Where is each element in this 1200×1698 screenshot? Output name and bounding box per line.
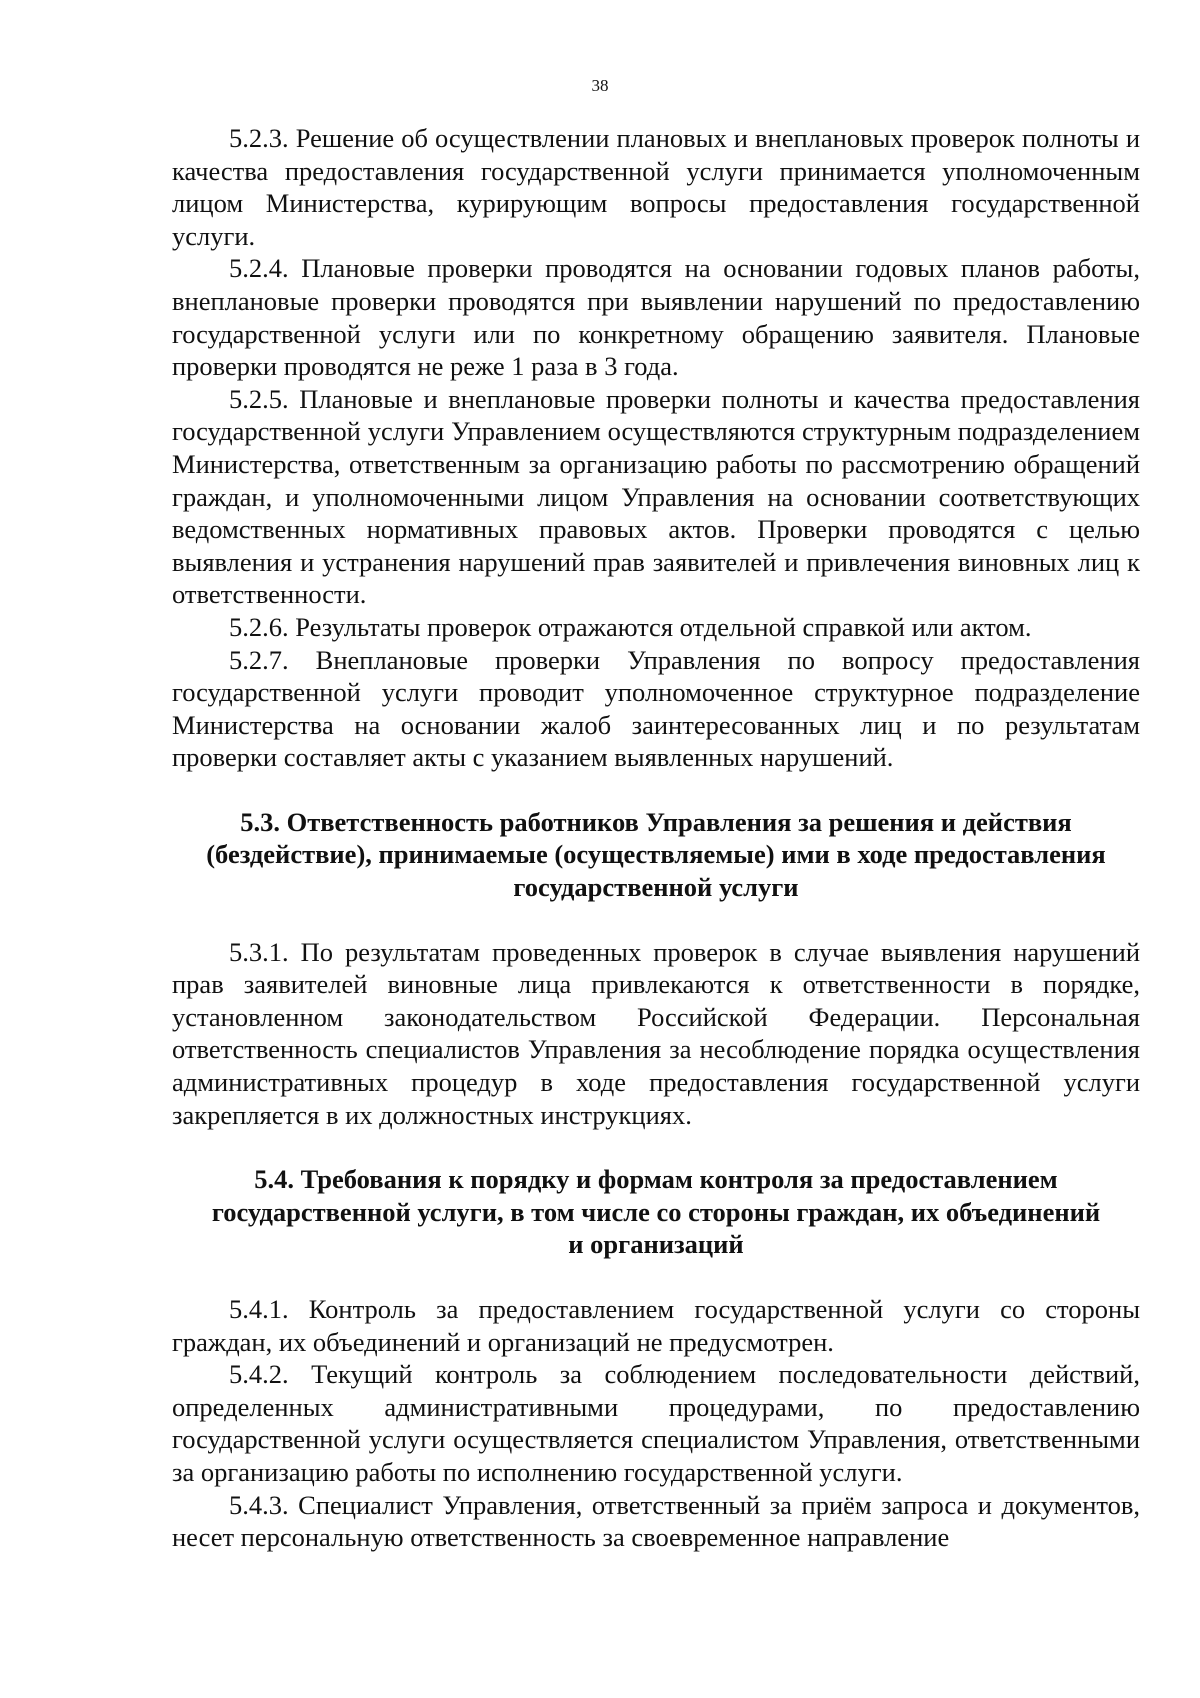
paragraph-5-2-7: 5.2.7. Внеплановые проверки Управления по вопросу предоставления государственной услуги проводит уполномоченное структурное подразделение Министерства на основании жалоб заинтересованных лиц и по результатам проверки составляет акты с указанием выявленных нарушений. [172,644,1140,773]
section-heading-5-4 [172,1163,1140,1261]
paragraph-5-3-1: 5.3.1. По результатам проведенных проверок в случае выявления нарушений прав заявителей виновные лица привлекаются к ответственности в порядке, установленном законодательством Российской Федерации. Персональная ответственность специалистов Управления за несоблюдение порядка осуществления административных процедур в ходе предоставления государственной услуги закрепляется в их должностных инструкциях. [172,936,1140,1130]
heading-line: государственной услуги [513,872,799,903]
heading-line: (бездействие), принимаемые (осуществляемые) ими в ходе предоставления [206,839,1106,870]
paragraph-5-4-2: 5.4.2. Текущий контроль за соблюдением последовательности действий, определенных административными процедурами, по предоставлению государственной услуги осуществляется специалистом Управления, ответственными за организацию работы по исполнению государственной услуги. [172,1359,1140,1487]
heading-line: государственной услуги, в том числе со стороны граждан, их объединений [211,1196,1101,1227]
document-body [172,122,1140,1554]
paragraph-5-2-5: 5.2.5. Плановые и внеплановые проверки полноты и качества предоставления государственной услуги Управлением осуществляются структурным подразделением Министерства, ответственным за организацию работы по рассмотрению обращений граждан, и уполномоченными лицом Управления на основании соответствующих ведомственных нормативных правовых актов. Проверки проводятся с целью выявления и устранения нарушений прав заявителей и привлечения виновных лиц к ответственности. [172,383,1140,610]
paragraph-5-4-1: 5.4.1. Контроль за предоставлением государственной услуги со стороны граждан, их объединений и организаций не предусмотрен. [172,1294,1140,1357]
heading-line: и организаций [568,1229,744,1260]
paragraph-5-4-3: 5.4.3. Специалист Управления, ответственный за приём запроса и документов, несет персональную ответственность за своевременное направление [172,1489,1140,1553]
paragraph-5-2-6: 5.2.6. Результаты проверок отражаются отдельной справкой или актом. [229,611,1032,642]
page-number: 38 [591,76,609,95]
heading-line: 5.4. Требования к порядку и формам контроля за предоставлением [254,1164,1058,1195]
paragraph-5-2-4: 5.2.4. Плановые проверки проводятся на основании годовых планов работы, внеплановые проверки проводятся при выявлении нарушений по предоставлению государственной услуги или по конкретному обращению заявителя. Плановые проверки проводятся не реже 1 раза в 3 года. [172,253,1140,382]
heading-line: 5.3. Ответственность работников Управления за решения и действия [240,806,1072,837]
paragraph-5-2-3: 5.2.3. Решение об осуществлении плановых и внеплановых проверок полноты и качества предоставления государственной услуги принимается уполномоченным лицом Министерства, курирующим вопросы предоставления государственной услуги. [172,123,1140,251]
section-heading-5-3 [172,806,1140,904]
